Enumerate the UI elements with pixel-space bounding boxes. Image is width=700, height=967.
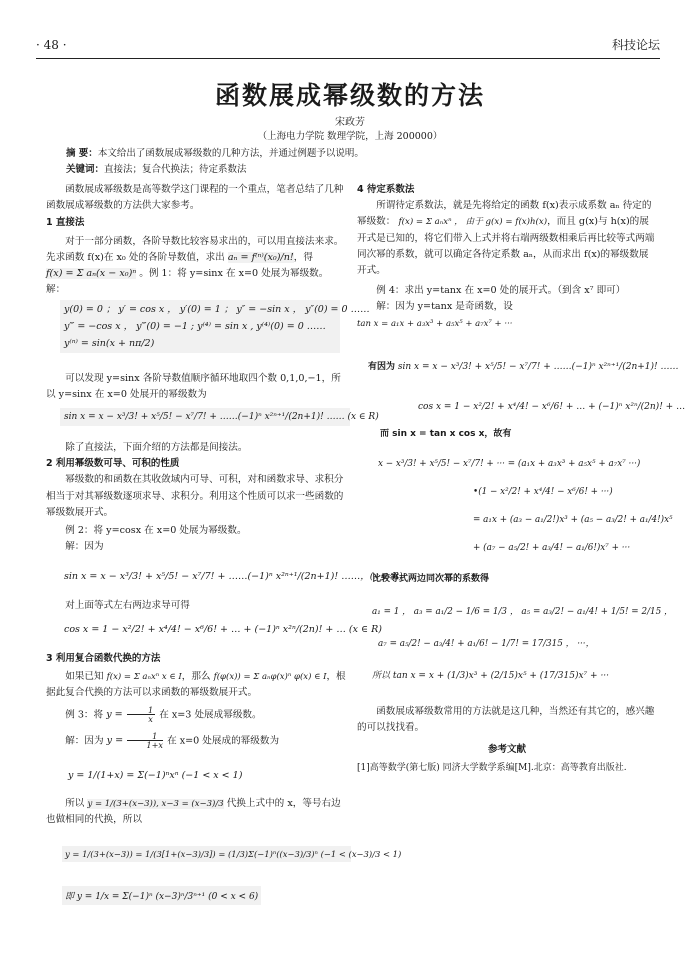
section-4-heading: 4 待定系数法	[357, 184, 415, 195]
substituted-series: y = 1/(3+(x−3)) = 1/(3[1+(x−3)/3]) = (1/3)Σ(−1)ⁿ((x−3)/3)ⁿ (−1 < (x−3)/3 < 1)	[62, 846, 351, 862]
s2-solution-label: 解：因为	[65, 541, 104, 553]
sin-series-2: sin x = x − x³/3! + x⁵/5! − x⁷/7! + ……(−1)ⁿ x²ⁿ⁺¹/(2n+1)! ……，(x ∈ R)	[64, 571, 403, 582]
coefficient-formula: aₙ = f⁽ⁿ⁾(x₀)/n!	[227, 251, 294, 263]
s4-solution-label: 解：因为 y=tanx 是奇函数，设	[376, 301, 513, 313]
left-column-s3	[46, 651, 348, 750]
s3-example-text: 例 3：将	[65, 709, 104, 721]
cos-series-2: cos x = 1 − x²/2! + x⁴/4! − x⁶/6! + … + (−1)ⁿ x²ⁿ/(2n)! + …	[418, 402, 686, 412]
taylor-series-formula: f(x) = Σ aₙ(x − x₀)ⁿ	[46, 268, 137, 280]
section-3-heading: 3 利用复合函数代换的方法	[46, 653, 161, 664]
substitution-formula: y = 1/(3+(x−3)), x−3 = (x−3)/3	[87, 799, 224, 809]
keywords-text: 直接法；复合代换法；待定系数法	[104, 164, 247, 175]
reference-1: [1]高等数学(第七版) 同济大学数学系编[M].北京：高等教育出版社.	[357, 762, 627, 773]
intro-paragraph: 函数展成幂级数是高等数学这门课程的一个重点，笔者总结了几种函数展成幂级数的方法供大家参考。	[46, 184, 344, 212]
coefficient-derivation	[378, 450, 673, 562]
section-2-heading: 2 利用幂级数可导、可积的性质	[46, 458, 180, 470]
compare-label: 比较等式两边同次幂的系数得	[372, 574, 490, 584]
abstract-label: 摘 要：	[66, 148, 98, 159]
s3-substitution	[46, 796, 348, 828]
affiliation: （上海电力学院 数理学院，上海 200000）	[257, 131, 443, 142]
section-1-heading: 1 直接法	[46, 217, 85, 229]
example-3-function: y = $\frac{1}{x}$	[106, 704, 154, 725]
section-3-paragraph	[46, 669, 348, 701]
s3-text-a: 如果已知	[65, 671, 104, 683]
known-series-formula: f(x) = Σ aₙxⁿ x ∈ I	[106, 672, 182, 683]
article-title: 函数展成幂级数的方法	[214, 81, 485, 110]
s4-solution	[357, 299, 657, 331]
s3-example-end: 在 x=3 处展成幂级数。	[159, 709, 262, 721]
derivatives-block	[60, 300, 370, 353]
sin-series-3-formula: sin x = x − x³/3! + x⁵/5! − x⁷/7! + ……(−1)ⁿ x²ⁿ⁺¹/(2n+1)! ……	[397, 362, 679, 372]
coefficient-values	[372, 596, 673, 660]
sin-equals-tan-cos	[380, 426, 511, 439]
sin-series-1: sin x = x − x³/3! + x⁵/5! − x⁷/7! + ……(−1)ⁿ x²ⁿ⁺¹/(2n+1)! …… (x ∈ R)	[60, 408, 350, 426]
s1-paragraph-2: 可以发现 y=sinx 各阶导数值顺序循环地取四个数 0,1,0,−1，所以 y=sinx 在 x=0 处展开的幂级数为	[46, 373, 341, 401]
section-2-paragraph: 幂级数的和函数在其收敛域内可导、可积，对和函数求导、求积分相当于对其幂级数逐项求导、求积分。利用这个性质可以求一些函数的幂级数展开式。	[46, 474, 344, 518]
s1-paragraph-3: 除了直接法，下面介绍的方法都是间接法。	[65, 442, 248, 453]
s3-solution	[46, 732, 348, 750]
derivative-line-2: y‴ = −cos x ， y‴(0) = −1 ; y⁽⁴⁾ = sin x , y⁽⁴⁾(0) = 0 ……	[64, 321, 326, 332]
sin-series-3	[368, 356, 679, 378]
derivation-line-3: = a₁x + (a₃ − a₁/2!)x³ + (a₅ − a₃/2! + a₁/4!)x⁵	[473, 515, 673, 525]
s3-solution-label: 解：因为	[65, 735, 104, 747]
section-1-paragraph	[46, 234, 348, 283]
abstract	[66, 145, 364, 159]
derivation-line-1: x − x³/3! + x⁵/5! − x⁷/7! + ··· = (a₁x + a₃x³ + a₅x⁵ + a₇x⁷ ···)	[378, 459, 641, 469]
coefficient-line-2: a₇ = a₅/2! − a₃/4! + a₁/6! − 1/7! = 17/315 ， ···，	[378, 639, 595, 649]
header-rule	[36, 58, 660, 59]
s1-text-b: ，得	[293, 251, 313, 263]
tan-assumed-series: tan x = a₁x + a₃x³ + a₅x⁵ + a₇x⁷ + ···	[357, 318, 513, 329]
geometric-series: y = 1/(1+x) = Σ(−1)ⁿxⁿ (−1 < x < 1)	[68, 770, 243, 781]
cos-series-1: cos x = 1 − x²/2! + x⁴/4! − x⁶/6! + … + (−1)ⁿ x²ⁿ/(2n)! + … (x ∈ R)	[64, 624, 382, 635]
s4-youyu: 有因为	[368, 362, 396, 372]
section-4-paragraph	[357, 198, 657, 279]
journal-name: 科技论坛	[611, 38, 660, 52]
compare-coefficients	[372, 571, 489, 584]
s1-text-a: 对于一部分函数，各阶导数比较容易求出的，可以用直接法来求。先求函数 f(x)在 x₀ 处的各阶导数值，求出	[46, 235, 344, 263]
undetermined-series-formula: f(x) = Σ aₙxⁿ ， 由于 g(x) = f(x)h(x)	[398, 217, 548, 228]
example-4: 例 4：求出 y=tanx 在 x=0 处的展开式。（到含 x⁷ 即可）	[376, 285, 626, 297]
page-header	[36, 36, 660, 56]
s3-substitution-paragraph	[46, 796, 348, 828]
geometric-function: y = $\frac{1}{1+x}$	[106, 730, 163, 751]
s1-solution-label: 解：	[46, 284, 66, 296]
s3-solution-end: 在 x=0 处展成的幂级数为	[167, 735, 280, 747]
page-number: · 48 ·	[36, 38, 67, 52]
tan-final-series: 所以 tan x = x + (1/3)x³ + (2/15)x⁵ + (17/315)x⁷ + ···	[372, 671, 610, 681]
left-column-top	[46, 182, 348, 298]
author: 宋政芳	[335, 117, 365, 128]
s2-derive-note	[46, 598, 348, 614]
conclusion-paragraph: 函数展成幂级数常用的方法就是这几种，当然还有其它的，感兴趣的可以找找看。	[357, 706, 655, 734]
s4-relation: 而 sin x = tan x cos x，故有	[380, 429, 512, 439]
left-column-mid	[46, 440, 348, 555]
keywords-label: 关键词：	[66, 164, 105, 175]
derivation-line-2: •(1 − x²/2! + x⁴/4! − x⁶/6! + ···)	[473, 487, 613, 497]
example-3	[46, 706, 348, 724]
s3-text-b: ，那么	[181, 671, 211, 683]
s3-suoyi: 所以	[65, 798, 85, 809]
s1-conclusion	[46, 371, 348, 403]
s3-substitution-text: 代换上式中的 x，等号右边也做相同的代换，所以	[46, 798, 341, 826]
derivative-line-3: y⁽ⁿ⁾ = sin(x + nπ/2)	[64, 338, 155, 349]
final-series-1-over-x: 即 y = 1/x = Σ(−1)ⁿ (x−3)ⁿ/3ⁿ⁺¹ (0 < x < 6)	[62, 886, 261, 905]
keywords	[66, 161, 247, 175]
references-heading: 参考文献	[487, 744, 526, 756]
example-2: 例 2：将 y=cosx 在 x=0 处展为幂级数。	[65, 525, 247, 537]
composite-series-formula: f(φ(x)) = Σ aₙφ(x)ⁿ φ(x) ∈ I	[213, 672, 327, 683]
derivation-line-4: + (a₇ − a₅/2! + a₃/4! − a₁/6!)x⁷ + ···	[473, 543, 631, 553]
abstract-text: 本文给出了函数展成幂级数的几种方法，并通过例题予以说明。	[97, 148, 364, 159]
s3-text-c: ，根据此复合代换的方法可以求函数的幂级数展开式。	[46, 671, 346, 699]
s4-text-a: 所谓待定系数法，就是先将给定的函数 f(x)表示成系数 aₙ 待定的幂级数：	[357, 200, 652, 228]
s1-text-c: 。例 1：将 y=sinx 在 x=0 处展为幂级数。	[139, 268, 329, 280]
s2-paragraph-2: 对上面等式左右两边求导可得	[65, 600, 190, 611]
coefficient-line-1: a₁ = 1 ， a₃ = a₁/2 − 1/6 = 1/3 ， a₅ = a₃/2! − a₁/4! + 1/5! = 2/15 ，	[372, 607, 673, 617]
s4-text-b: ，而且 g(x)与 h(x)的展开式是已知的，将它们带入上式并将右端两级数相乘后再比较等式两端同次幂的系数，就可以确定各待定系数 aₙ，从而求出 f(x)的幂级数展开式。	[357, 216, 655, 277]
right-column-top	[357, 182, 657, 332]
conclusion-block	[357, 704, 657, 775]
sin-cos-series-block	[368, 356, 686, 418]
derivative-line-1: y(0) = 0 ； y′ = cos x ， y′(0) = 1 ； y″ = −sin x ， y″(0) = 0 ……	[64, 304, 370, 315]
